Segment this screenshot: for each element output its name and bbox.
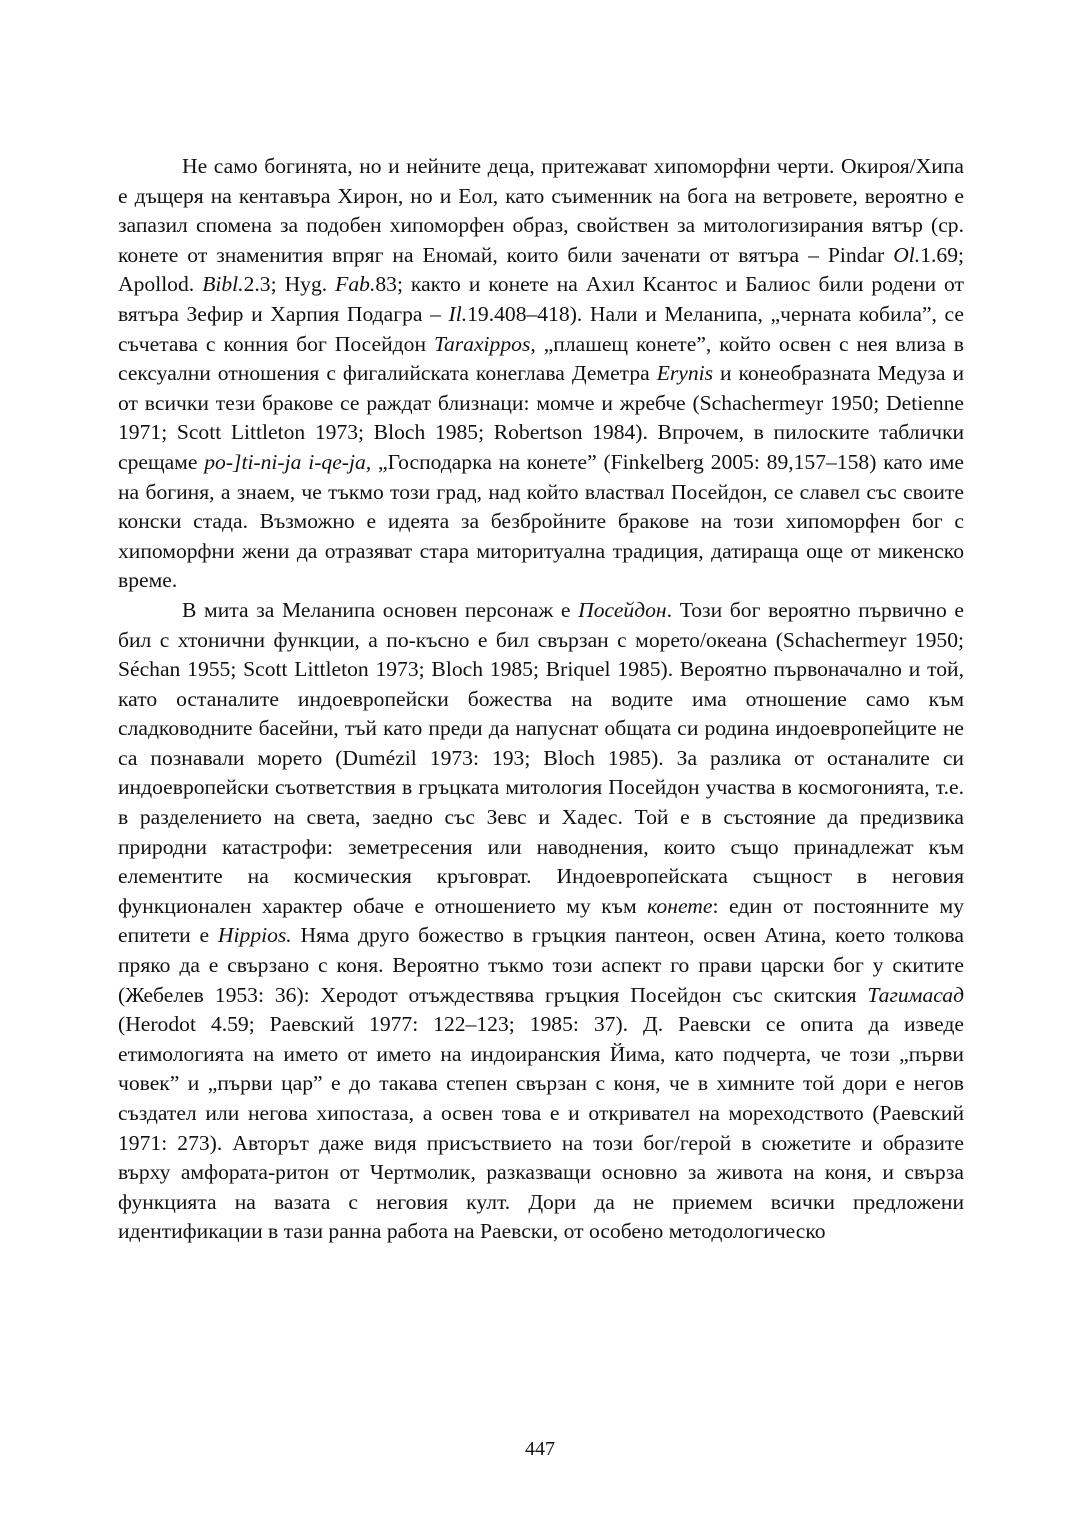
emphasis-term: Тагимасад	[867, 982, 964, 1007]
epithet-term: Hippios.	[217, 923, 292, 948]
text-segment: 2.3; Hyg.	[243, 272, 336, 297]
text-segment: Няма друго божество в гръцкия пантеон, освен Атина, което толкова пряко да е свързано с коня. Вероятно тъкмо този аспект го прави царски бог у скитите (Жебелев 1953: 36): Херодот отъждествява гръцкия Посейдон със скитския	[118, 923, 964, 1007]
epithet-term: Taraxippos	[433, 331, 531, 356]
text-segment: „Господарка на конете” (Finkelberg 2005: 89,157–158) като име на богиня, а знаем, че тъкмо този град, над който властвал Посейдон, се славел със своите конски стада. Възможно е идеята за безбройните бракове на този хипоморфен бог с хипоморфни жени да отразяват стара миторитуална традиция, датираща още от микенско време.	[118, 449, 964, 593]
text-segment: 1.69; Apollod.	[118, 242, 964, 297]
text-segment: . Този бог вероятно първично е бил с хтонични функции, а по-късно е бил свързан с морето/океана (Schachermeyr 1950; Séchan 1955; Scott Littleton 1973; Bloch 1985; Briquel 1985). Вероятно първоначално и той, като останалите индоевропейски божества на водите има отношение само към сладководните басейни, тъй като преди да напуснат общата си родина индоевропейците не са познавали морето (Dumézil 1973: 193; Bloch 1985). За разлика от останалите си индоевропейски съответствия в гръцката митология Посейдон участва в космогонията, т.е. в разделението на света, заедно със Зевс и Хадес. Той е в състояние да предизвика природни катастрофи: земетресения или наводнения, които също принадлежат към елементите на космическия кръговрат. Индоевропейската същност в неговия функционален характер обаче е отношението му към	[118, 597, 964, 918]
page-number: 447	[525, 1438, 555, 1460]
text-segment: 19.408–418). Нали и Меланипа, „черната кобила”, се съчетава с конния бог Посейдон	[118, 301, 964, 356]
text-segment: 83; както и конете на Ахил Ксантос и Балиос били родени от вятъра Зефир и Харпия Подагра –	[118, 272, 964, 326]
citation-abbrev: Ol.	[893, 242, 921, 267]
body-text	[118, 152, 964, 1247]
text-segment: В мита за Меланипа основен персонаж е	[182, 597, 579, 622]
emphasis-term: Посейдон	[578, 597, 667, 622]
linear-b-term: po-]ti-ni-ja i-qe-ja,	[204, 449, 372, 474]
citation-abbrev: Fab.	[335, 272, 376, 297]
citation-abbrev: Il.	[448, 301, 468, 326]
emphasis-term: конете	[647, 893, 713, 918]
paragraph-2	[118, 596, 964, 1247]
paragraph-1	[118, 152, 964, 596]
text-segment: : един от постоянните му епитети е	[118, 893, 965, 948]
text-segment: и конеобразната Медуза и от всички тези бракове се раждат близнаци: момче и жребче (Schachermeyr 1950; Detienne 1971; Scott Littleton 1973; Bloch 1985; Robertson 1984). Впрочем, в пилоските таблички срещаме	[118, 361, 964, 474]
text-segment: , „плашещ конете”, който освен с нея влиза в сексуални отношения с фигалийската конеглава Деметра	[118, 331, 964, 386]
text-segment: Не само богинята, но и нейните деца, притежават хипоморфни черти. Окироя/Хипа е дъщеря на кентавъра Хирон, но и Еол, като съименник на бога на ветровете, вероятно е запазил спомена за подобен хипоморфен образ, свойствен за митологизирания вятър (ср. конете от знаменития впряг на Еномай, които били заченати от вятъра – Pindar	[118, 154, 964, 267]
epithet-term: Erynis	[656, 361, 714, 386]
citation-abbrev: Bibl.	[202, 272, 244, 297]
text-segment: (Herodot 4.59; Раевский 1977: 122–123; 1985: 37). Д. Раевски се опита да изведе етимологията на името от името на индоиранския Йима, като подчерта, че този „първи човек” и „първи цар” е до такава степен свързан с коня, че в химните той дори е негов създател или негова хипостаза, а освен това е и откривател на мореходството (Раевский 1971: 273). Авторът даже видя присъствието на този бог/герой в сюжетите и образите върху амфората-ритон от Чертмолик, разказващи основно за живота на коня, и свърза функцията на вазата с неговия култ. Дори да не приемем всички предложени идентификации в тази ранна работа на Раевски, от особено методологическо	[118, 1012, 964, 1244]
